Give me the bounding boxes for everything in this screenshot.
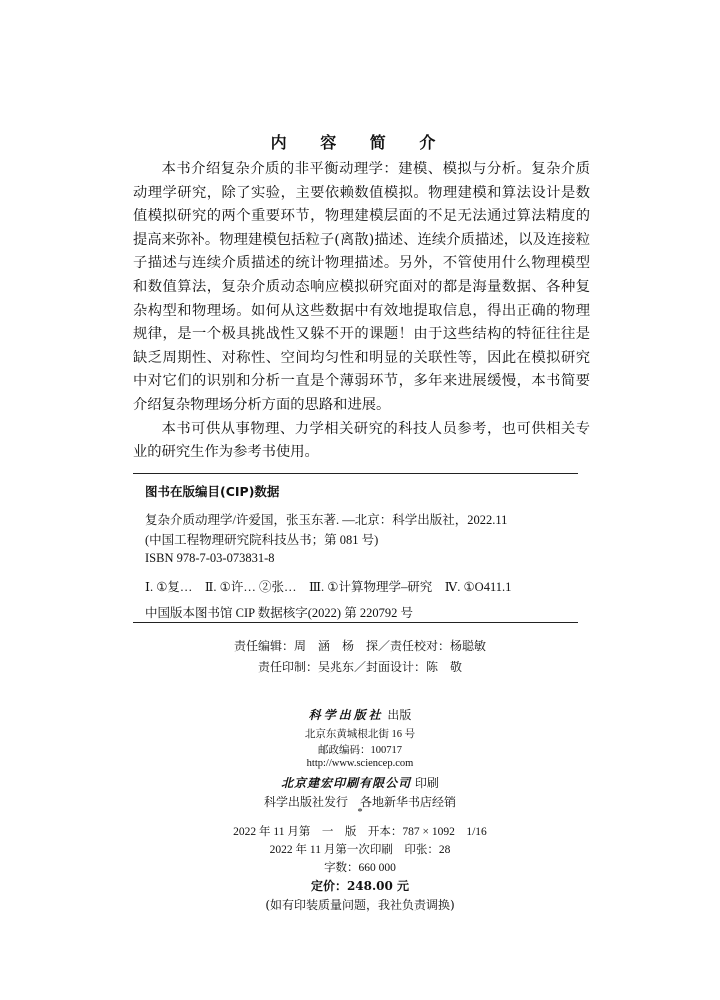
publisher-line (0, 706, 720, 723)
distribution-line: 科学出版社发行 各地新华书店经销 (263, 795, 456, 809)
credits-editors: 责任编辑：周 涵 杨 探／责任校对：杨聪敏 (233, 639, 486, 653)
quality-notice: (如有印装质量问题，我社负责调换) (265, 898, 455, 912)
cip-bibliographic-line: 复杂介质动理学/许爱国，张玉东著. —北京：科学出版社，2022.11 (145, 513, 508, 527)
cip-top-rule (133, 473, 578, 474)
price: 定价：248.00 元 (310, 879, 410, 893)
printer-line (0, 774, 720, 791)
credits-printing-cover: 责任印制：吴兆东／封面设计：陈 敬 (257, 660, 462, 674)
cip-classification: Ⅰ. ①复… Ⅱ. ①许… ②张… Ⅲ. ①计算物理学–研究 Ⅳ. ①O411.1 (145, 580, 512, 594)
printer-role: 印刷 (414, 776, 439, 790)
publisher-address: 北京东黄城根北街 16 号 (304, 729, 416, 740)
intro-paragraph-2: 本书可供从事物理、力学相关研究的科技人员参考，也可供相关专业的研究生作为参考书使用。 (133, 420, 590, 461)
intro-paragraph-1: 本书介绍复杂介质的非平衡动理学：建模、模拟与分析。复杂介质动理学研究，除了实验，主要依赖数值模拟。物理建模和算法设计是数值模拟研究的两个重要环节，物理建模层面的不足无法通过算法精度的提高来弥补。物理建模包括粒子(离散)描述、连续介质描述，以及连接粒子描述与连续介质描述的统计物理描述。另外，不管使用什么物理模型和数值算法，复杂介质动态响应模拟研究面对的都是海量数据、各种复杂构型和物理场。如何从这些数据中有效地提取信息，得出正确的物理规律，是一个极具挑战性又躲不开的课题！由于这些结构的特征往往是缺乏周期性、对称性、空间均匀性和明显的关联性等，因此在模拟研究中对它们的识别和分析一直是个薄弱环节，多年来进展缓慢，本书简要介绍复杂物理场分析方面的思路和进展。 (133, 161, 590, 413)
edition-line: 2022 年 11 月第 一 版 开本：787 × 1092 1/16 (233, 826, 487, 838)
intro-title: 内 容 简 介 (270, 133, 450, 152)
printing-line: 2022 年 11 月第一次印刷 印张：28 (269, 844, 451, 856)
cip-record-number: 中国版本图书馆 CIP 数据核字(2022) 第 220792 号 (145, 606, 413, 620)
printer-name: 北京建宏印刷有限公司 (281, 776, 412, 790)
word-count: 字数：660 000 (324, 862, 396, 874)
cip-heading: 图书在版编目(CIP)数据 (145, 484, 280, 499)
separator-star: * (357, 807, 363, 818)
cip-isbn: ISBN 978-7-03-073831-8 (145, 551, 275, 565)
cip-series-line: (中国工程物理研究院科技丛书；第 081 号) (145, 533, 379, 547)
intro-body (133, 158, 590, 465)
publisher-postcode: 邮政编码：100717 (318, 745, 402, 756)
publisher-role: 出版 (387, 708, 412, 722)
cip-bottom-rule (133, 622, 578, 623)
publisher-name: 科学出版社 (308, 708, 384, 722)
publisher-website: http://www.sciencep.com (306, 758, 414, 769)
